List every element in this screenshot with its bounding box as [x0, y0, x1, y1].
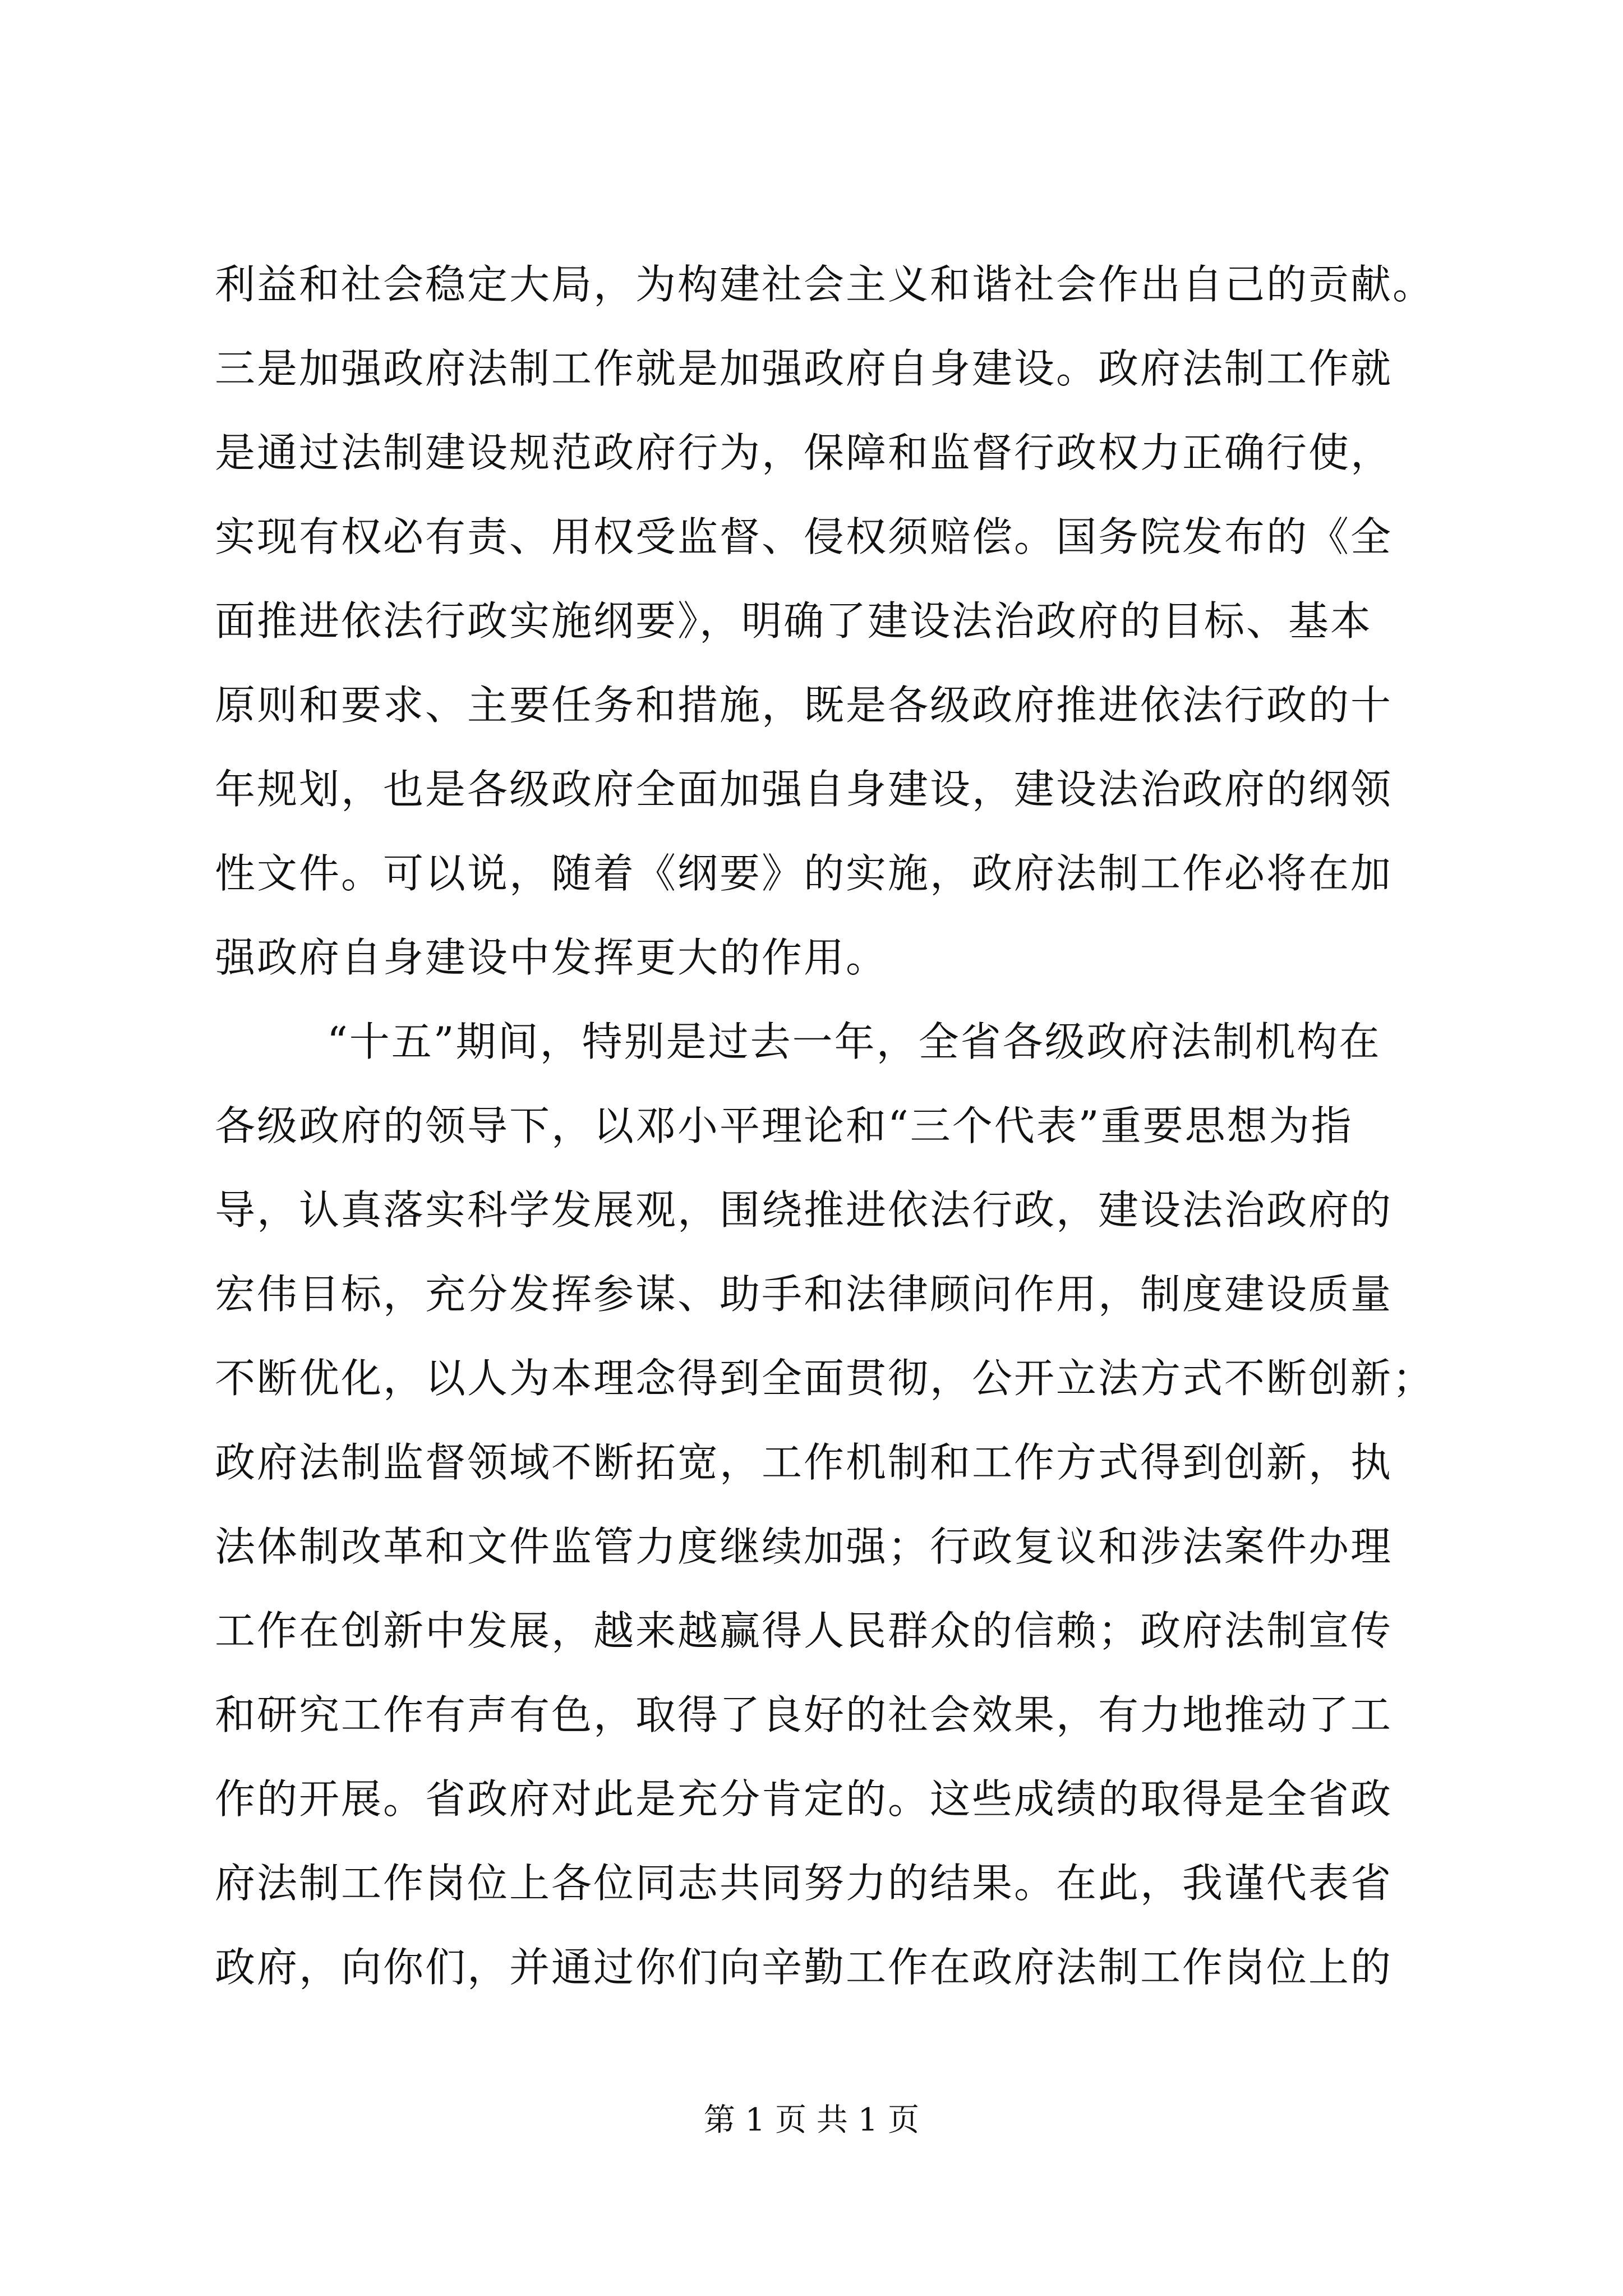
paragraph-first-line: “十五”期间，特别是过去一年，全省各级政府法制机构在 [327, 1018, 1381, 1065]
text-line: 强政府自身建设中发挥更大的作用。 [215, 934, 888, 981]
text-line: 导，认真落实科学发展观，围绕推进依法行政，建设法治政府的 [215, 1186, 1393, 1234]
text-line: 府法制工作岗位上各位同志共同努力的结果。在此，我谨代表省 [215, 1860, 1393, 1907]
text-line: 工作在创新中发展，越来越赢得人民群众的信赖；政府法制宣传 [215, 1607, 1393, 1654]
text-line: 不断优化，以人为本理念得到全面贯彻，公开立法方式不断创新； [215, 1355, 1435, 1402]
text-line: 宏伟目标，充分发挥参谋、助手和法律顾问作用，制度建设质量 [215, 1271, 1393, 1318]
text-line: 法体制改革和文件监管力度继续加强；行政复议和涉法案件办理 [215, 1523, 1393, 1570]
text-line: 政府，向你们，并通过你们向辛勤工作在政府法制工作岗位上的 [215, 1944, 1393, 1991]
text-line: 性文件。可以说，随着《纲要》的实施，政府法制工作必将在加 [215, 850, 1393, 897]
text-line: 原则和要求、主要任务和措施，既是各级政府推进依法行政的十 [215, 682, 1393, 729]
text-line: 三是加强政府法制工作就是加强政府自身建设。政府法制工作就 [215, 345, 1393, 392]
text-line: 面推进依法行政实施纲要》，明确了建设法治政府的目标、基本 [215, 597, 1373, 645]
text-line: 实现有权必有责、用权受监督、侵权须赔偿。国务院发布的《全 [215, 513, 1393, 560]
text-line: 利益和社会稳定大局，为构建社会主义和谐社会作出自己的贡献。 [215, 261, 1435, 308]
text-line: 年规划，也是各级政府全面加强自身建设，建设法治政府的纲领 [215, 766, 1393, 813]
page-number-footer: 第 1 页 共 1 页 [703, 2102, 920, 2138]
text-line: 作的开展。省政府对此是充分肯定的。这些成绩的取得是全省政 [215, 1775, 1393, 1823]
text-line: 和研究工作有声有色，取得了良好的社会效果，有力地推动了工 [215, 1691, 1393, 1738]
body-text [215, 242, 1435, 2009]
text-line: 是通过法制建设规范政府行为，保障和监督行政权力正确行使， [215, 429, 1393, 476]
text-line: 政府法制监督领域不断拓宽，工作机制和工作方式得到创新，执 [215, 1439, 1393, 1486]
text-line: 各级政府的领导下，以邓小平理论和“三个代表”重要思想为指 [215, 1102, 1353, 1149]
